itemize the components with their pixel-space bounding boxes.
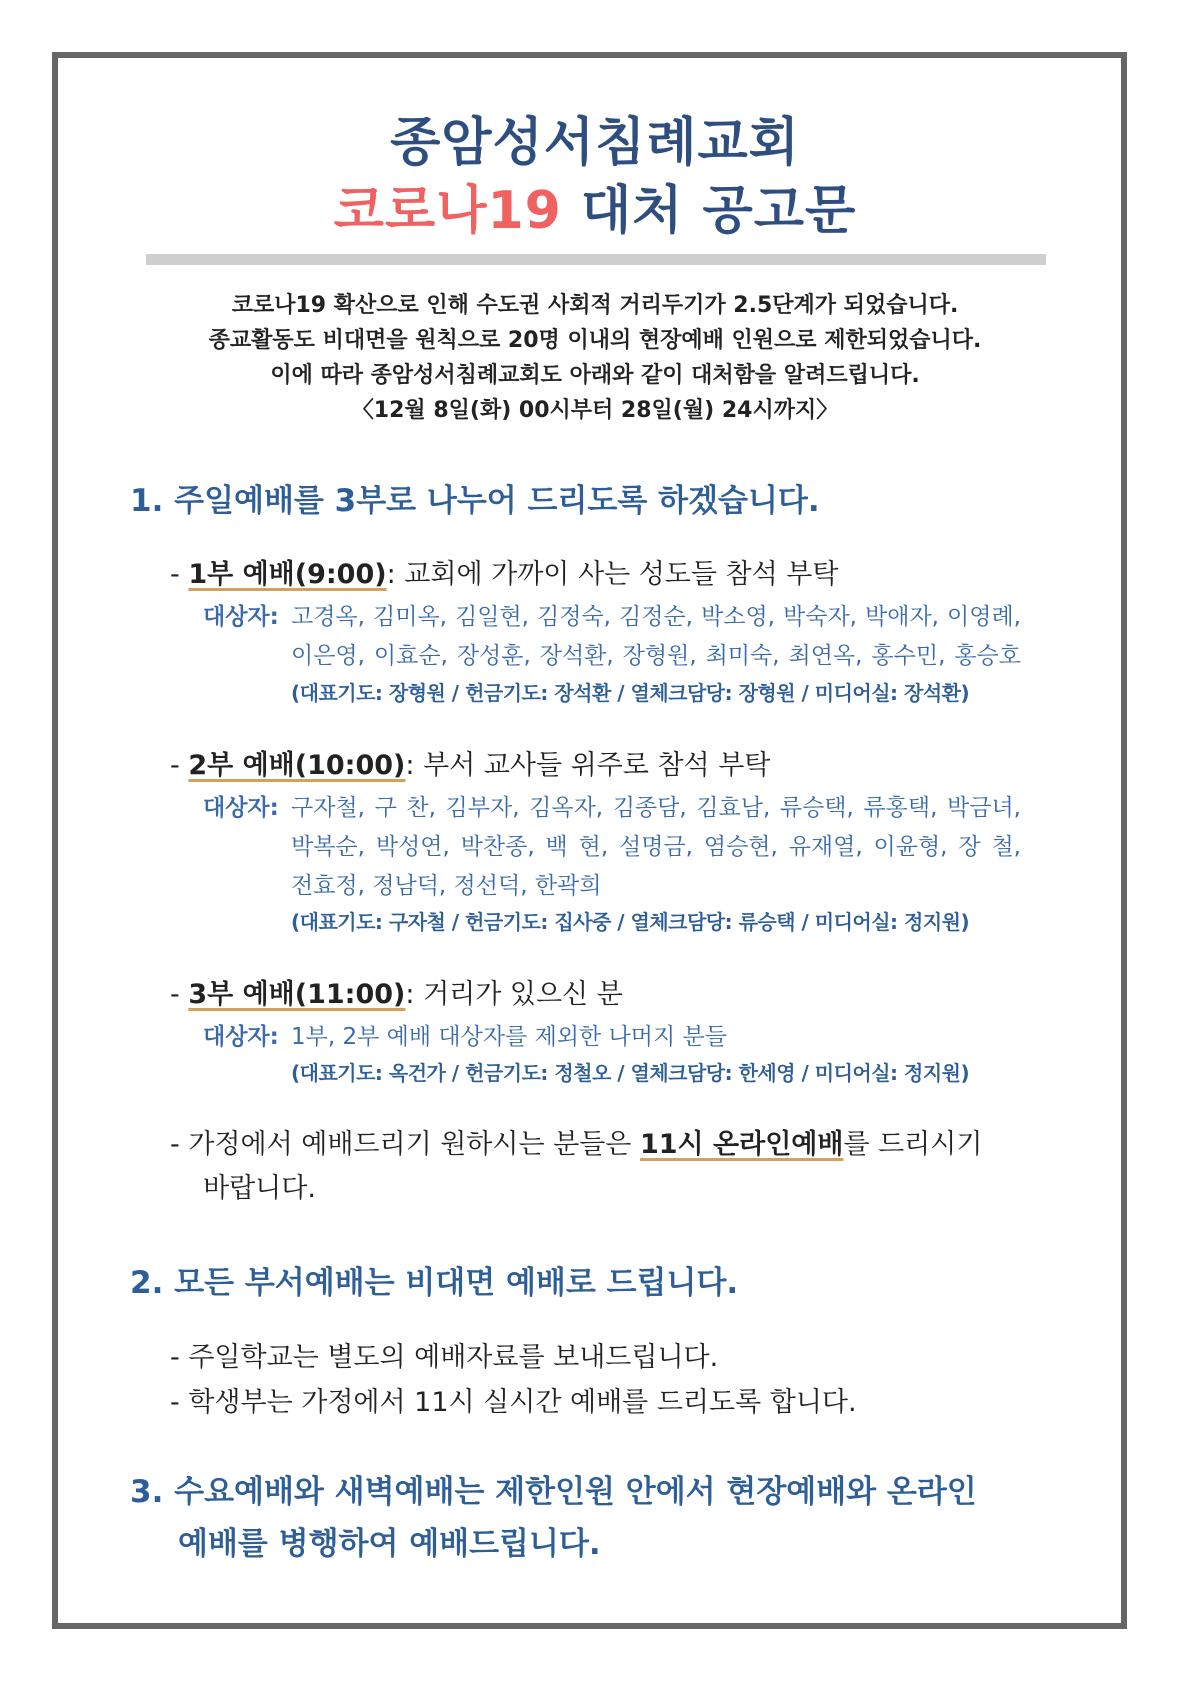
intro-period: 〈12월 8일(화) 00시부터 28일(월) 24시까지〉 bbox=[351, 398, 839, 423]
church-name-title: 종암성서침례교회 bbox=[390, 113, 800, 173]
title-divider bbox=[146, 254, 1046, 265]
intro-line-3: 이에 따라 종암성서침례교회도 아래와 같이 대처함을 알려드립니다. bbox=[270, 363, 920, 388]
section-2-heading: 2. 모든 부서예배는 비대면 예배로 드립니다. bbox=[130, 1265, 739, 1301]
service-1-line: - 1부 예배(9:00): 교회에 가까이 사는 성도들 참석 부탁 bbox=[170, 559, 839, 590]
section-1-heading: 1. 주일예배를 3부로 나누어 드리도록 하겠습니다. bbox=[130, 483, 820, 519]
section-3-heading-2: 예배를 병행하여 예배드립니다. bbox=[178, 1526, 601, 1562]
service-2-line: - 2부 예배(10:00): 부서 교사들 위주로 참석 부탁 bbox=[170, 750, 771, 781]
service-2-desc: : 부서 교사들 위주로 참석 부탁 bbox=[405, 750, 771, 781]
service-1-desc: : 교회에 가까이 사는 성도들 참석 부탁 bbox=[386, 559, 839, 590]
service-3-title: 3부 예배(11:00) bbox=[188, 979, 406, 1010]
online-worship-line bbox=[170, 1122, 982, 1161]
service-2-names-2: 박복순, 박성연, 박찬종, 백 현, 설명금, 염승현, 유재열, 이윤형, 장 철, bbox=[291, 834, 1021, 860]
online-pre: - 가정에서 예배드리기 원하시는 분들은 bbox=[170, 1129, 640, 1160]
notice-title bbox=[0, 168, 1190, 243]
service-1-target-label: 대상자: bbox=[203, 604, 279, 630]
section-2-item-2: - 학생부는 가정에서 11시 실시간 예배를 드리도록 합니다. bbox=[170, 1387, 857, 1418]
service-2-target-label: 대상자: bbox=[203, 795, 279, 821]
service-1-title: 1부 예배(9:00) bbox=[188, 559, 387, 590]
service-3-desc: : 거리가 있으신 분 bbox=[405, 979, 623, 1010]
online-worship-line-2: 바랍니다. bbox=[203, 1173, 316, 1204]
service-1-names-1: 고경옥, 김미옥, 김일현, 김정숙, 김정순, 박소영, 박숙자, 박애자, 이영례, bbox=[291, 604, 1021, 630]
intro-line-2: 종교활동도 비대면을 원칙으로 20명 이내의 현장예배 인원으로 제한되었습니다. bbox=[208, 328, 982, 353]
intro-line-1: 코로나19 확산으로 인해 수도권 사회적 거리두기가 2.5단계가 되었습니다. bbox=[231, 293, 959, 318]
covid-label: 코로나19 bbox=[333, 181, 562, 241]
service-3-roles: (대표기도: 옥건가 / 헌금기도: 정철오 / 열체크담당: 한세영 / 미디어실: 정지원) bbox=[291, 1061, 970, 1085]
online-post: 를 드리시기 bbox=[843, 1129, 983, 1160]
notice-title-rest: 대처 공고문 bbox=[561, 181, 857, 241]
online-worship-highlight: 11시 온라인예배 bbox=[639, 1129, 844, 1160]
service-2-roles: (대표기도: 구자철 / 헌금기도: 집사중 / 열체크담당: 류승택 / 미디어실: 정지원) bbox=[291, 910, 970, 934]
service-2-title: 2부 예배(10:00) bbox=[188, 750, 406, 781]
section-2-item-1: - 주일학교는 별도의 예배자료를 보내드립니다. bbox=[170, 1342, 719, 1373]
service-1-roles: (대표기도: 장형원 / 헌금기도: 장석환 / 열체크담당: 장형원 / 미디어실: 장석환) bbox=[291, 681, 970, 705]
service-1-names-2: 이은영, 이효순, 장성훈, 장석환, 장형원, 최미숙, 최연옥, 홍수민, 홍승호 bbox=[291, 643, 1021, 669]
service-3-target-label: 대상자: bbox=[203, 1024, 279, 1050]
service-3-names-1: 1부, 2부 예배 대상자를 제외한 나머지 분들 bbox=[291, 1024, 727, 1050]
service-2-names-1: 구자철, 구 찬, 김부자, 김옥자, 김종담, 김효남, 류승택, 류홍택, 박금녀, bbox=[291, 795, 1021, 821]
service-2-names-3: 전효정, 정남덕, 정선덕, 한곽희 bbox=[291, 873, 602, 899]
section-3-heading-1: 3. 수요예배와 새벽예배는 제한인원 안에서 현장예배와 온라인 bbox=[130, 1474, 977, 1510]
service-3-line: - 3부 예배(11:00): 거리가 있으신 분 bbox=[170, 979, 623, 1010]
